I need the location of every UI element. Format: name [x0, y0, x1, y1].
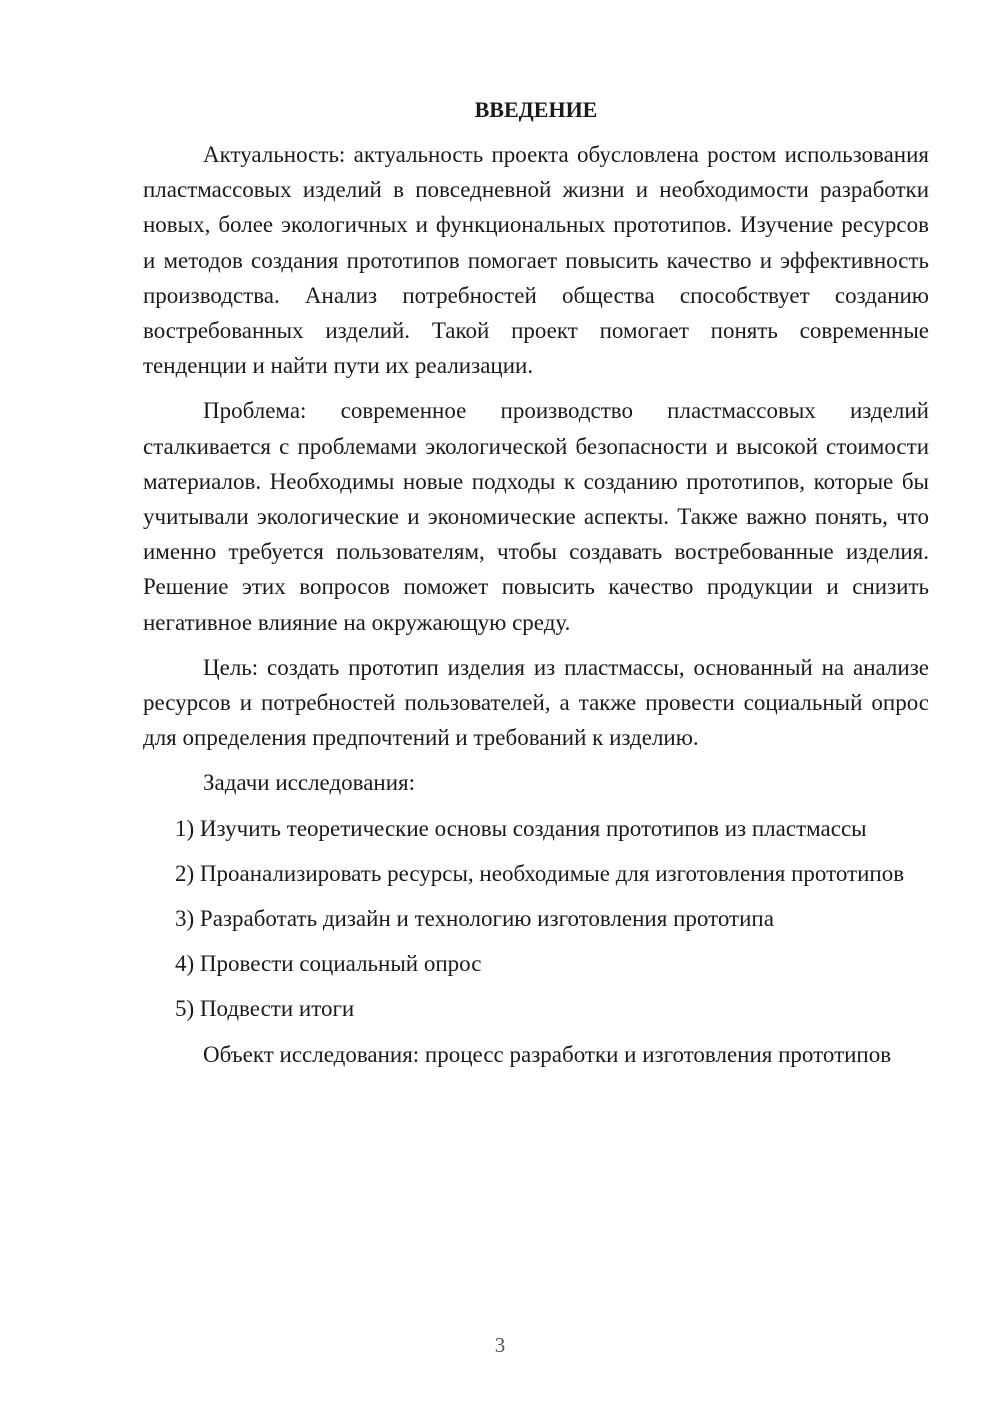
- task-item: 2) Проанализировать ресурсы, необходимые для изготовления прототипов: [175, 860, 905, 886]
- page-title: ВВЕДЕНИЕ: [474, 97, 598, 122]
- task-item: 4) Провести социальный опрос: [175, 951, 482, 977]
- relevance-paragraph: Актуальность: актуальность проекта обусловлена ростом использования пластмассовых изделий в повседневной жизни и необходимости разработки новых, более экологичных и функциональных прототипов. Изучение ресурсов и методов создания прототипов помогает повысить качество и эффективность производства. Анализ потребностей общества способствует созданию востребованных изделий. Такой проект помогает понять современные тенденции и найти пути их реализации.: [143, 142, 929, 379]
- tasks-heading: Задачи исследования:: [203, 770, 416, 796]
- task-item: 3) Разработать дизайн и технологию изготовления прототипа: [175, 906, 774, 932]
- problem-paragraph: Проблема: современное производство пластмассовых изделий сталкивается с проблемами экологической безопасности и высокой стоимости материалов. Необходимы новые подходы к созданию прототипов, которые бы учитывали экологические и экономические аспекты. Также важно понять, что именно требуется пользователям, чтобы создавать востребованные изделия. Решение этих вопросов поможет повысить качество продукции и снизить негативное влияние на окружающую среду.: [143, 398, 929, 635]
- page-number: 3: [494, 1333, 506, 1357]
- object-paragraph: Объект исследования: процесс разработки и изготовления прототипов: [203, 1041, 892, 1067]
- task-item: 1) Изучить теоретические основы создания прототипов из пластмассы: [175, 815, 867, 841]
- tasks-list: [143, 811, 929, 1027]
- page-content: [143, 92, 929, 1082]
- task-item: 5) Подвести итоги: [175, 996, 355, 1022]
- goal-paragraph: Цель: создать прототип изделия из пластмассы, основанный на анализе ресурсов и потребностей пользователей, а также провести социальный опрос для определения предпочтений и требований к изделию.: [143, 654, 929, 751]
